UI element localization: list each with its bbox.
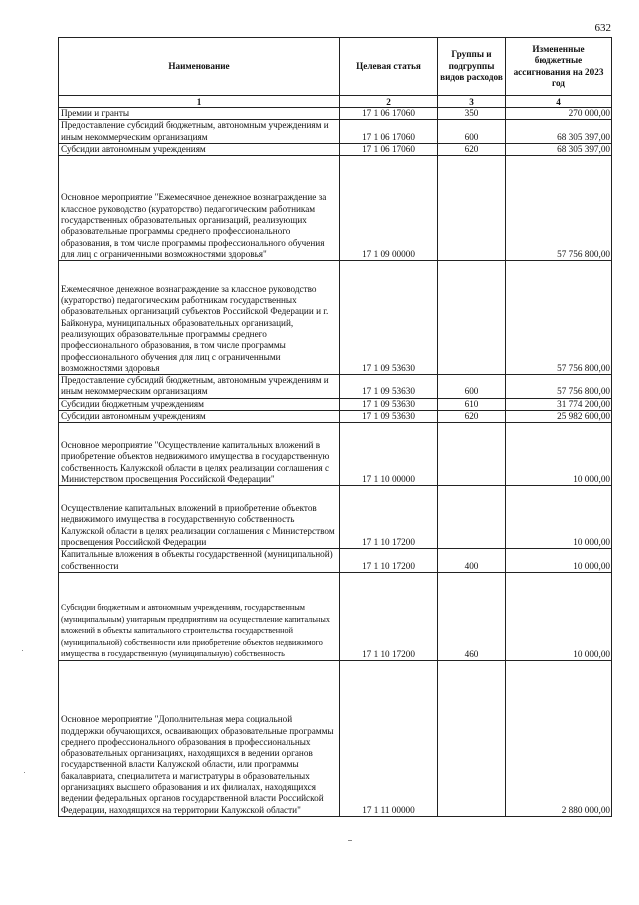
row-name: Субсидии автономным учреждениям xyxy=(59,143,340,155)
row-code: 17 1 10 17200 xyxy=(340,572,438,660)
row-group xyxy=(438,156,506,261)
row-code: 17 1 10 17200 xyxy=(340,549,438,573)
row-name: Предоставление субсидий бюджетным, автономным учреждениям и иным некоммерческим организациям xyxy=(59,375,340,399)
row-name: Осуществление капитальных вложений в приобретение объектов недвижимого имущества в государственную собственность Калужской области в целях реализации соглашения с Министерством просвещения Российской Федерации xyxy=(59,486,340,549)
row-name: Основное мероприятие "Дополнительная мера социальной поддержки обучающихся, осваивающих образовательные программы среднего профессионального образования в профессиональных образовательных организациях, находящихся в ведении органов государственной власти Калужской области, или программы бакалавриата, специалитета и магистратуры в образовательных организациях высшего образования и их филиалах, находящихся ведении федеральных органов государственной власти Российской Федерации, находящихся на территории Калужской области" xyxy=(59,660,340,816)
row-code: 17 1 10 00000 xyxy=(340,423,438,486)
table-row xyxy=(59,411,612,423)
row-amount: 270 000,00 xyxy=(506,108,612,120)
row-name: Субсидии бюджетным и автономным учреждениям, государственным (муниципальным) унитарным предприятиям на осуществление капитальных вложений в объекты капитального строительства государственной (муниципальной) собственности или приобретение объектов недвижимого имущества в государственную (муниципальную) собственность xyxy=(59,572,340,660)
row-name: Предоставление субсидий бюджетным, автономным учреждениям и иным некоммерческим организациям xyxy=(59,120,340,144)
row-name: Капитальные вложения в объекты государственной (муниципальной) собственности xyxy=(59,549,340,573)
scan-speck xyxy=(348,840,352,841)
table-row xyxy=(59,156,612,261)
row-amount: 10 000,00 xyxy=(506,549,612,573)
row-name: Субсидии бюджетным учреждениям xyxy=(59,398,340,410)
row-group xyxy=(438,660,506,816)
row-group xyxy=(438,423,506,486)
scan-speck xyxy=(24,772,25,773)
table-row xyxy=(59,572,612,660)
row-code: 17 1 06 17060 xyxy=(340,143,438,155)
row-code: 17 1 09 53630 xyxy=(340,411,438,423)
row-amount: 10 000,00 xyxy=(506,486,612,549)
row-amount: 31 774 200,00 xyxy=(506,398,612,410)
page-number: 632 xyxy=(594,22,611,34)
table-row xyxy=(59,120,612,144)
row-code: 17 1 09 53630 xyxy=(340,375,438,399)
column-number: 4 xyxy=(506,96,612,108)
table-row xyxy=(59,143,612,155)
table-row xyxy=(59,486,612,549)
row-group: 600 xyxy=(438,375,506,399)
table-row xyxy=(59,398,612,410)
column-number: 1 xyxy=(59,96,340,108)
row-code: 17 1 10 17200 xyxy=(340,486,438,549)
header-group: Группы и подгруппы видов расходов xyxy=(438,38,506,96)
row-code: 17 1 09 53630 xyxy=(340,398,438,410)
row-group: 400 xyxy=(438,549,506,573)
row-code: 17 1 11 00000 xyxy=(340,660,438,816)
row-name: Основное мероприятие "Ежемесячное денежное вознаграждение за классное руководство (кураторство) педагогическим работникам государственных образовательных организаций, реализующих образовательные программы среднего профессионального образования, в том числе программы профессионального обучения для лиц с ограниченными возможностями здоровья" xyxy=(59,156,340,261)
table-row xyxy=(59,549,612,573)
column-number-row xyxy=(59,96,612,108)
row-group: 620 xyxy=(438,411,506,423)
budget-table xyxy=(58,37,612,817)
row-group: 610 xyxy=(438,398,506,410)
row-amount: 57 756 800,00 xyxy=(506,375,612,399)
row-group xyxy=(438,486,506,549)
column-number: 3 xyxy=(438,96,506,108)
header-amount: Измененные бюджетные ассигнования на 2023 год xyxy=(506,38,612,96)
row-group: 600 xyxy=(438,120,506,144)
header-target: Целевая статья xyxy=(340,38,438,96)
row-code: 17 1 06 17060 xyxy=(340,120,438,144)
row-name: Основное мероприятие "Осуществление капитальных вложений в приобретение объектов недвижимого имущества в государственную собственность Калужской области в целях реализации соглашения с Министерством просвещения Российской Федерации" xyxy=(59,423,340,486)
row-name: Субсидии автономным учреждениям xyxy=(59,411,340,423)
column-number: 2 xyxy=(340,96,438,108)
row-code: 17 1 06 17060 xyxy=(340,108,438,120)
table-row xyxy=(59,108,612,120)
header-row xyxy=(59,38,612,96)
row-group xyxy=(438,261,506,375)
table-row xyxy=(59,660,612,816)
row-group: 620 xyxy=(438,143,506,155)
row-code: 17 1 09 00000 xyxy=(340,156,438,261)
row-group: 350 xyxy=(438,108,506,120)
budget-table-container xyxy=(58,37,611,817)
row-amount: 68 305 397,00 xyxy=(506,143,612,155)
row-group: 460 xyxy=(438,572,506,660)
header-name: Наименование xyxy=(59,38,340,96)
row-amount: 57 756 800,00 xyxy=(506,261,612,375)
row-amount: 10 000,00 xyxy=(506,572,612,660)
row-amount: 68 305 397,00 xyxy=(506,120,612,144)
row-name: Ежемесячное денежное вознаграждение за классное руководство (кураторство) педагогическим работникам государственных образовательных организаций субъектов Российской Федерации и г. Байконура, муниципальных образовательных организаций, реализующих образовательные программы среднего профессионального образования, в том числе программы профессионального обучения для лиц с ограниченными возможностями здоровья xyxy=(59,261,340,375)
row-code: 17 1 09 53630 xyxy=(340,261,438,375)
row-amount: 57 756 800,00 xyxy=(506,156,612,261)
table-row xyxy=(59,261,612,375)
table-row xyxy=(59,423,612,486)
row-amount: 25 982 600,00 xyxy=(506,411,612,423)
scan-speck xyxy=(22,650,23,651)
row-amount: 10 000,00 xyxy=(506,423,612,486)
row-amount: 2 880 000,00 xyxy=(506,660,612,816)
row-name: Премии и гранты xyxy=(59,108,340,120)
table-row xyxy=(59,375,612,399)
